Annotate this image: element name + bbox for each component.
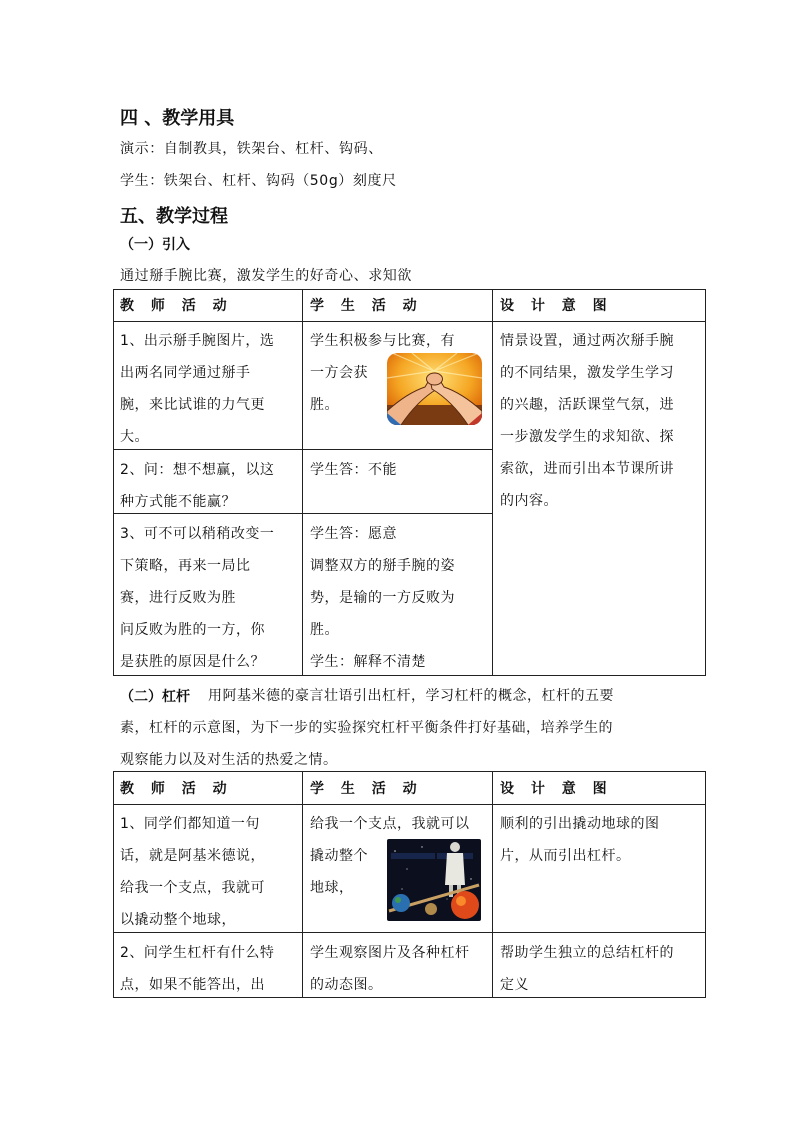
table-row-design: 帮助学生独立的总结杠杆的 定义 [500, 945, 674, 993]
section-4-heading: 四 、教学用具 [120, 108, 235, 129]
archimedes-lever-illustration [387, 839, 481, 921]
table-row-student: 学生观察图片及各种杠杆 的动态图。 [310, 945, 470, 993]
arm-wrestling-icon [387, 353, 482, 425]
part-2-intro-line-3: 观察能力以及对生活的热爱之情。 [120, 752, 338, 768]
table-1-design: 情景设置，通过两次掰手腕 的不同结果，激发学生学习 的兴趣，活跃课堂气氛，进 一步激发学生的求知欲、探 索欲，进而引出本节课所讲 的内容。 [500, 333, 674, 509]
part-2-intro-line-2: 素，杠杆的示意图，为下一步的实验探究杠杆平衡条件打好基础，培养学生的 [120, 720, 613, 736]
student-tools-line: 学生：铁架台、杠杆、钩码（50g）刻度尺 [120, 173, 397, 189]
section-5-heading: 五、教学过程 [120, 206, 228, 227]
table-row-student: 学生答：不能 [310, 462, 397, 478]
table-row: 2、问：想不想赢，以这 种方式能不能赢？ [120, 462, 275, 510]
table-row-design: 顺利的引出撬动地球的图 片，从而引出杠杆。 [500, 816, 660, 864]
table-row: 1、出示掰手腕图片，选 出两名同学通过掰手 腕，来比试谁的力气更 大。 [120, 333, 275, 445]
table-row: 1、同学们都知道一句 话，就是阿基米德说， 给我一个支点，我就可 以撬动整个地球， [120, 816, 265, 928]
part-2-intro-line-1: 用阿基米德的豪言壮语引出杠杆，学习杠杆的概念，杠杆的五要 [208, 688, 614, 704]
table-row: 2、问学生杠杆有什么特 点，如果不能答出，出 [120, 945, 275, 993]
table-row-student: 学生答：愿意 调整双方的掰手腕的姿 势，是输的一方反败为 胜。 学生：解释不清楚 [310, 526, 455, 670]
demo-tools-line: 演示：自制教具，铁架台、杠杆、钩码、 [120, 141, 383, 157]
table-row: 3、可不可以稍稍改变一 下策略，再来一局比 赛，进行反败为胜 问反败为胜的一方，你 是获胜的原因是什么？ [120, 526, 275, 670]
table-row-student: 给我一个支点，我就可以 撬动整个 地球， [310, 816, 470, 896]
table-2-header-design: 设 计 意 图 [500, 781, 613, 797]
table-2-header-student: 学 生 活 动 [310, 781, 423, 797]
table-row-student: 学生积极参与比赛，有 一方会获 胜。 [310, 333, 455, 413]
table-2-header-teacher: 教 师 活 动 [120, 781, 233, 797]
table-1-header-design: 设 计 意 图 [500, 298, 613, 314]
table-1-header-teacher: 教 师 活 动 [120, 298, 233, 314]
part-2-title: （二）杠杆 [120, 689, 190, 705]
part-1-intro: 通过掰手腕比赛，激发学生的好奇心、求知欲 [120, 268, 412, 284]
part-1-title: （一）引入 [120, 237, 190, 253]
table-1-header-student: 学 生 活 动 [310, 298, 423, 314]
